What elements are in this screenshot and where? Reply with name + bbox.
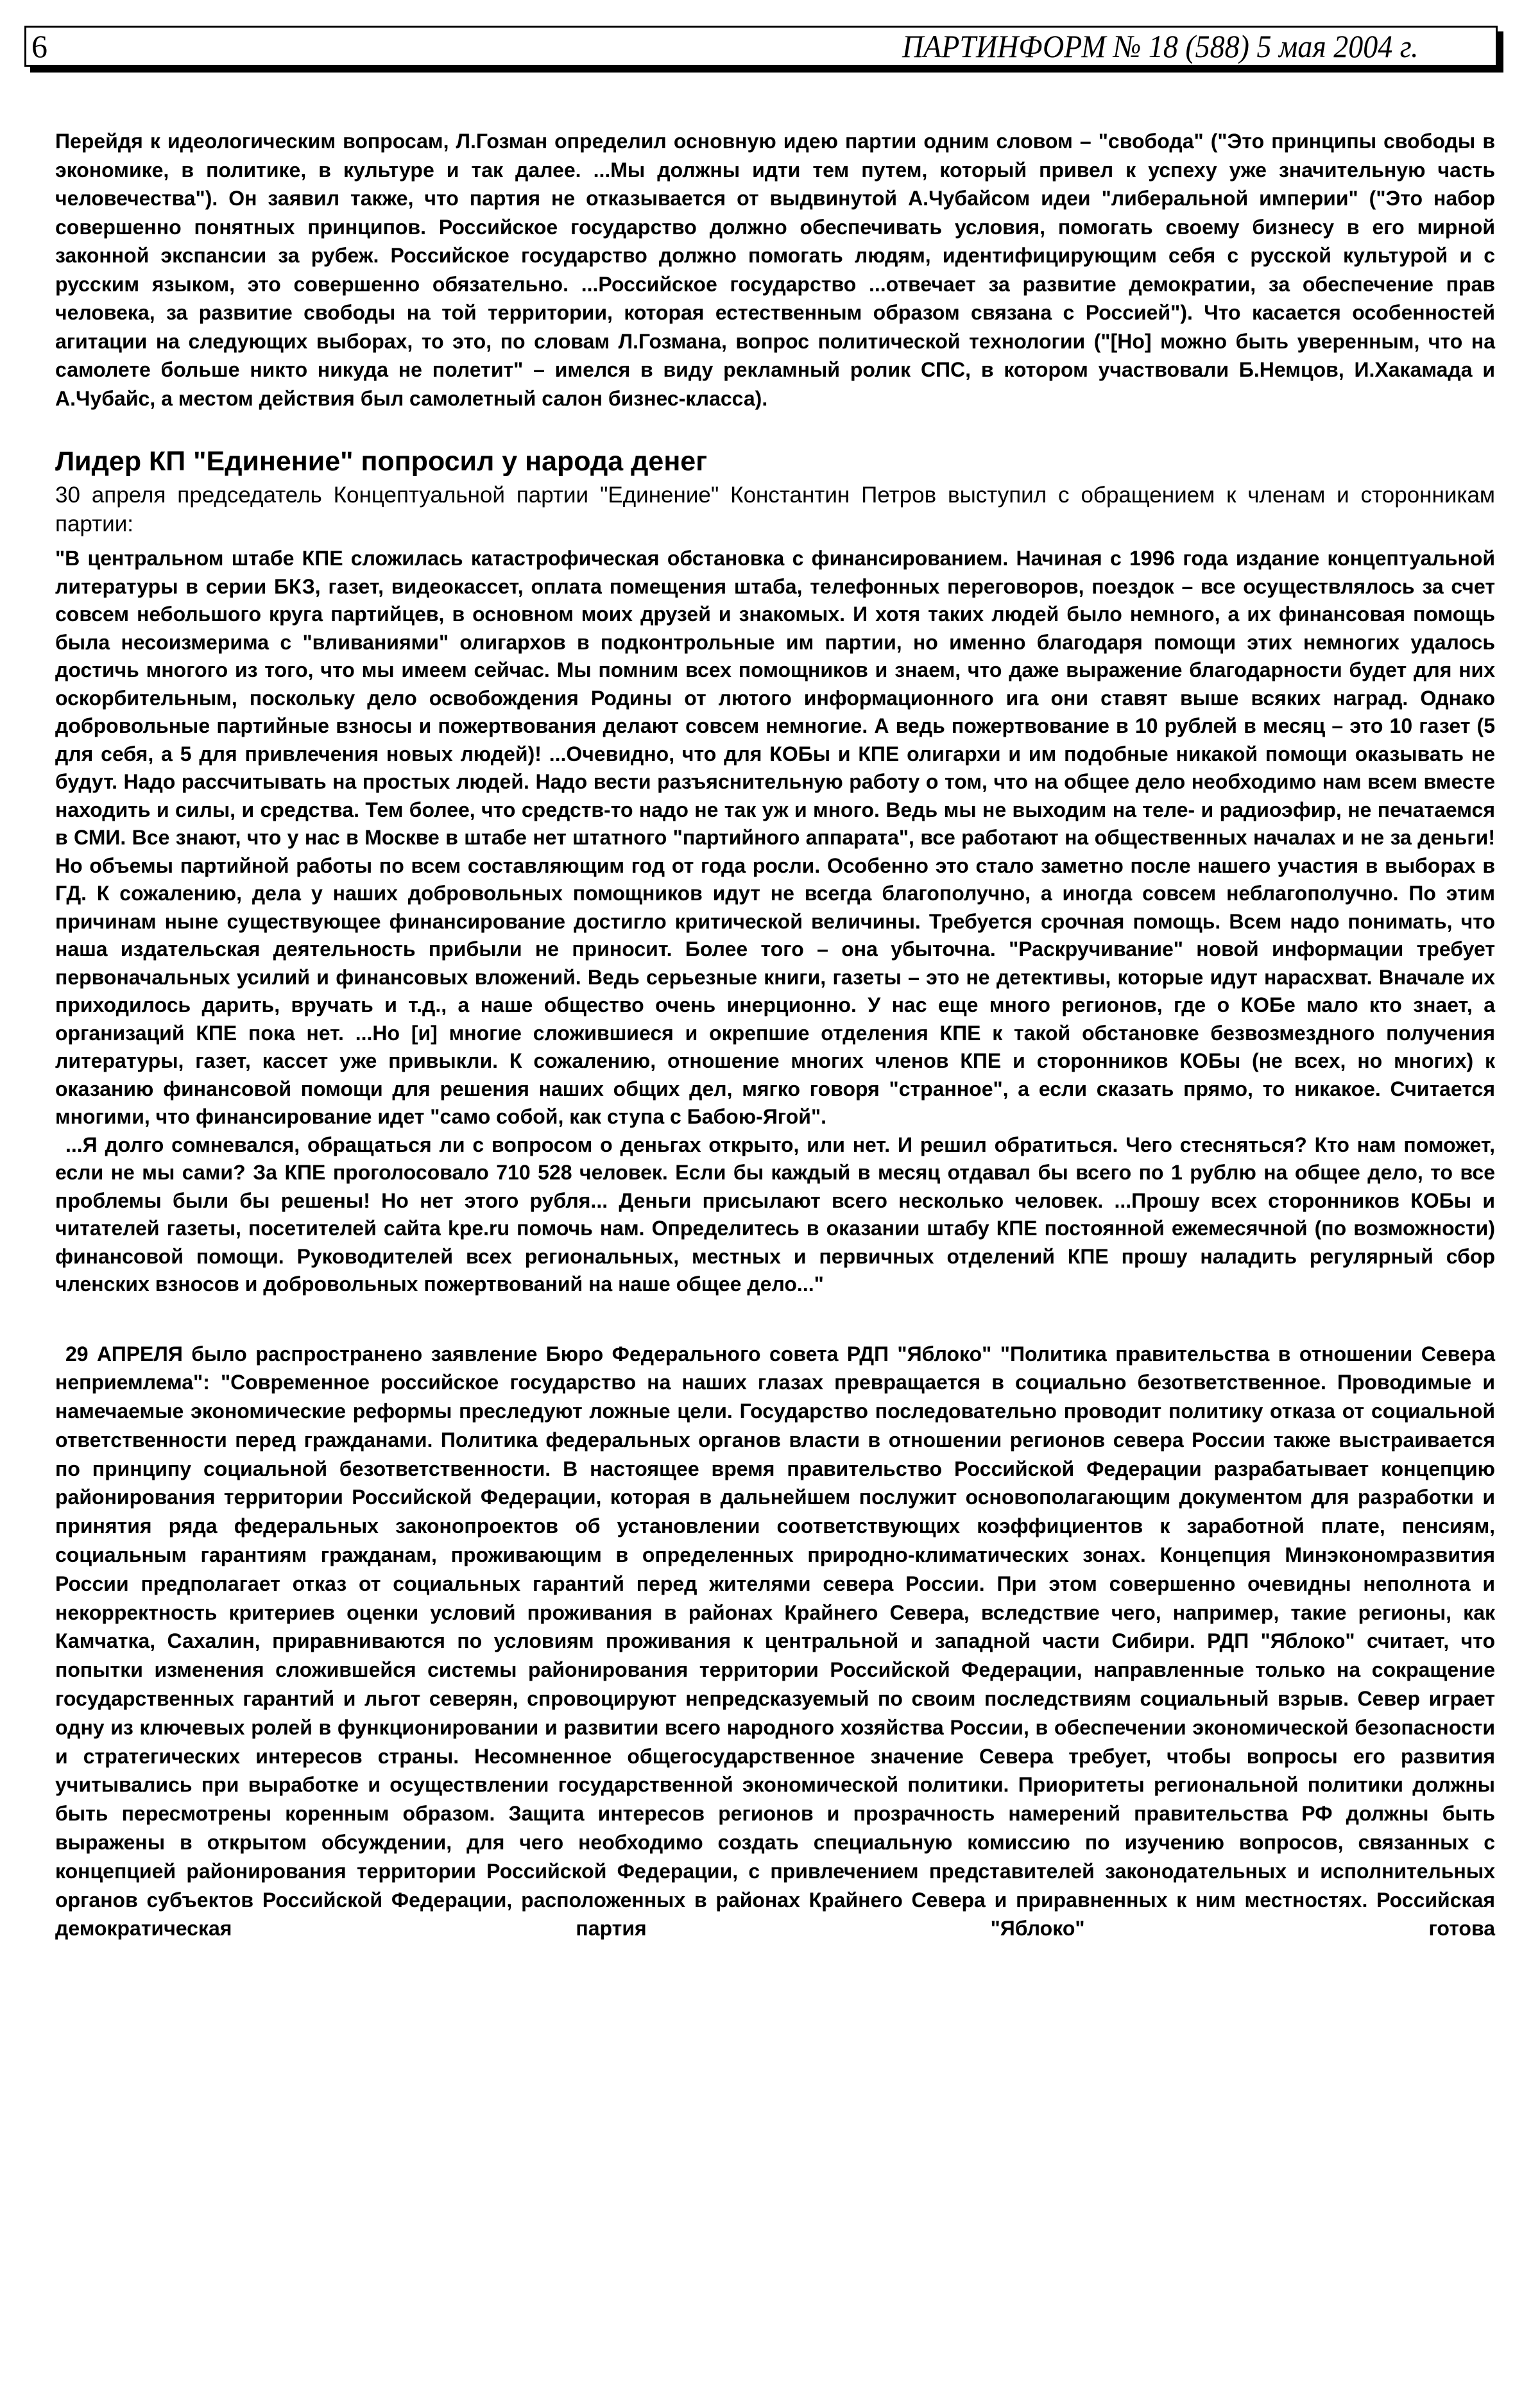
page-number: 6 [31,28,47,64]
article-heading: Лидер КП "Единение" попросил у народа денег [55,446,708,477]
document-body [55,127,1495,1943]
quote-paragraph: "В центральном штабе КПЕ сложилась катастрофическая обстановка с финансированием. Начиная с 1996 года издание концептуальной литературы в серии БКЗ, газет, видеокассет, оплата помещения штаба, телефонных переговоров, поездок – все осуществлялось за счет совсем небольшого круга партийцев, в основном моих друзей и знакомых. И хотя таких людей было немного, а их финансовая помощь была несоизмерима с "вливаниями" олигархов в подконтрольные им партии, но именно благодаря помощи этих немногих удалось достичь многого из того, что мы имеем сейчас. Мы помним всех помощников и знаем, что даже выражение благодарности будет для них оскорбительным, поскольку дело освобождения Родины от лютого информационного ига они ставят выше всяких наград. Однако добровольные партийные взносы и пожертвования делают совсем немногие. А ведь пожертвование в 10 рублей в месяц – это 10 газет (5 для себя, а 5 для привлечения новых людей)! ...Очевидно, что для КОБы и КПЕ олигархи и им подобные никакой помощи оказывать не будут. Надо рассчитывать на простых людей. Надо вести разъяснительную работу о том, что на общее дело необходимо нам всем вместе находить и силы, и средства. Тем более, что средств-то надо не так уж и много. Ведь мы не выходим на теле- и радиоэфир, не печатаемся в СМИ. Все знают, что у нас в Москве в штабе нет штатного "партийного аппарата", все работают на общественных началах и не за деньги! Но объемы партийной работы по всем составляющим год от года росли. Особенно это стало заметно после нашего участия в выборах в ГД. К сожалению, дела у наших добровольных помощников идут не всегда благополучно, а иногда совсем неблагополучно. По этим причинам ныне существующее финансирование достигло критической величины. Требуется срочная помощь. Всем надо понимать, что наша издательская деятельность прибыли не приносит. Более того – она убыточна. "Раскручивание" новой информации требует первоначальных усилий и финансовых вложений. Ведь серьезные книги, газеты – это не детективы, которые идут нарасхват. Вначале их приходилось дарить, вручать и т.д., а наше общество очень инерционно. У нас еще много регионов, где о КОБе мало кто знает, а организаций КПЕ пока нет. ...Но [и] многие сложившиеся и окрепшие отделения КПЕ к такой обстановке безвозмездного получения литературы, газет, кассет уже привыкли. К сожалению, отношение многих членов КПЕ и сторонников КОБы (не всех, но многих) к оказанию финансовой помощи для решения наших общих дел, мягко говоря "странное", а если сказать прямо, то никакое. Считается многими, что финансирование идет "само собой, как ступа с Бабою-Ягой". [55,547,1495,1128]
yabloko-paragraph: 29 АПРЕЛЯ было распространено заявление Бюро Федерального совета РДП "Яблоко" "Политика правительства в отношении Севера неприемлема": "Современное российское государство на наших глазах превращается в социально безответственное. Проводимые и намечаемые экономические реформы преследуют ложные цели. Государство последовательно проводит политику отказа от социальной ответственности перед гражданами. Политика федеральных органов власти в отношении регионов севера России также выстраивается по принципу социальной безответственности. В настоящее время правительство Российской Федерации разрабатывает концепцию районирования территории Российской Федерации, которая в дальнейшем послужит основополагающим документом для разработки и принятия ряда федеральных законопроектов об установлении соответствующих коэффициентов к заработной плате, пенсиям, социальным гарантиям гражданам, проживающим в определенных природно-климатических зонах. Концепция Минэкономразвития России предполагает отказ от социальных гарантий перед жителями севера России. При этом совершенно очевидны неполнота и некорректность критериев оценки условий проживания в районах Крайнего Севера, вследствие чего, например, такие регионы, как Камчатка, Сахалин, приравниваются по условиям проживания к центральной и западной части Сибири. РДП "Яблоко" считает, что попытки изменения сложившейся системы районирования территории Российской Федерации, направленные только на сокращение государственных гарантий и льгот северян, спровоцируют непредсказуемый по своим последствиям социальный взрыв. Север играет одну из ключевых ролей в функционировании и развитии всего народного хозяйства России, в обеспечении экономической безопасности и стратегических интересов страны. Несомненное общегосударственное значение Севера требует, чтобы вопросы его развития учитывались при выработке и осуществлении государственной экономической политики. Приоритеты региональной политики должны быть пересмотрены коренным образом. Защита интересов регионов и прозрачность намерений правительства РФ должны быть выражены в открытом обсуждении, для чего необходимо создать специальную комиссию по изучению вопросов, связанных с концепцией районирования территории Российской Федерации, с привлечением представителей законодательных и исполнительных органов субъектов Российской Федерации, расположенных в районах Крайнего Севера и приравненных к ним местностях. Российская демократическая партия "Яблоко" готова [55,1342,1495,1941]
gozman-paragraph: Перейдя к идеологическим вопросам, Л.Гозман определил основную идею партии одним словом – "свобода" ("Это принципы свободы в экономике, в политике, в культуре и так далее. ...Мы должны идти тем путем, который привел к успеху уже значительную часть человечества"). Он заявил также, что партия не отказывается от выдвинутой А.Чубайсом идеи "либеральной империи" ("Это набор совершенно понятных принципов. Российское государство должно обеспечивать условия, помогать своему бизнесу в его мирной законной экспансии за рубеж. Российское государство должно помогать людям, идентифицирующим себя с русской культурой и с русским языком, это совершенно обязательно. ...Российское государство ...отвечает за развитие демократии, за обеспечение прав человека, за развитие свободы на той территории, которая естественным образом связана с Россией"). Что касается особенностей агитации на следующих выборах, то это, по словам Л.Гозмана, вопрос политической технологии ("[Но] можно быть уверенным, что на самолете больше никто никуда не полетит" – имелся в виду рекламный ролик СПС, в котором участвовали Б.Немцов, И.Хакамада и А.Чубайс, а местом действия был самолетный салон бизнес-класса). [55,130,1495,410]
quote-paragraph: ...Я долго сомневался, обращаться ли с вопросом о деньгах открыто, или нет. И решил обратиться. Чего стесняться? Кто нам поможет, если не мы сами? За КПЕ проголосовало 710 528 человек. Если бы каждый в месяц отдавал бы всего по 1 рублю на общее дело, то все проблемы были бы решены! Но нет этого рубля... Деньги присылают всего несколько человек. ...Прошу всех сторонников КОБы и читателей газеты, посетителей сайта kpe.ru помочь нам. Определитесь в оказании штабу КПЕ постоянной ежемесячной (по возможности) финансовой помощи. Руководителей всех региональных, местных и первичных отделений КПЕ прошу наладить регулярный сбор членских взносов и добровольных пожертвований на наше общее дело..." [55,1133,1495,1296]
article-intro: 30 апреля председатель Концептуальной партии "Единение" Константин Петров выступил с обращением к членам и сторонникам партии: [55,483,1495,536]
page-header [24,26,1498,67]
publication-title: ПАРТИНФОРМ № 18 (588) 5 мая 2004 г. [902,28,1419,64]
